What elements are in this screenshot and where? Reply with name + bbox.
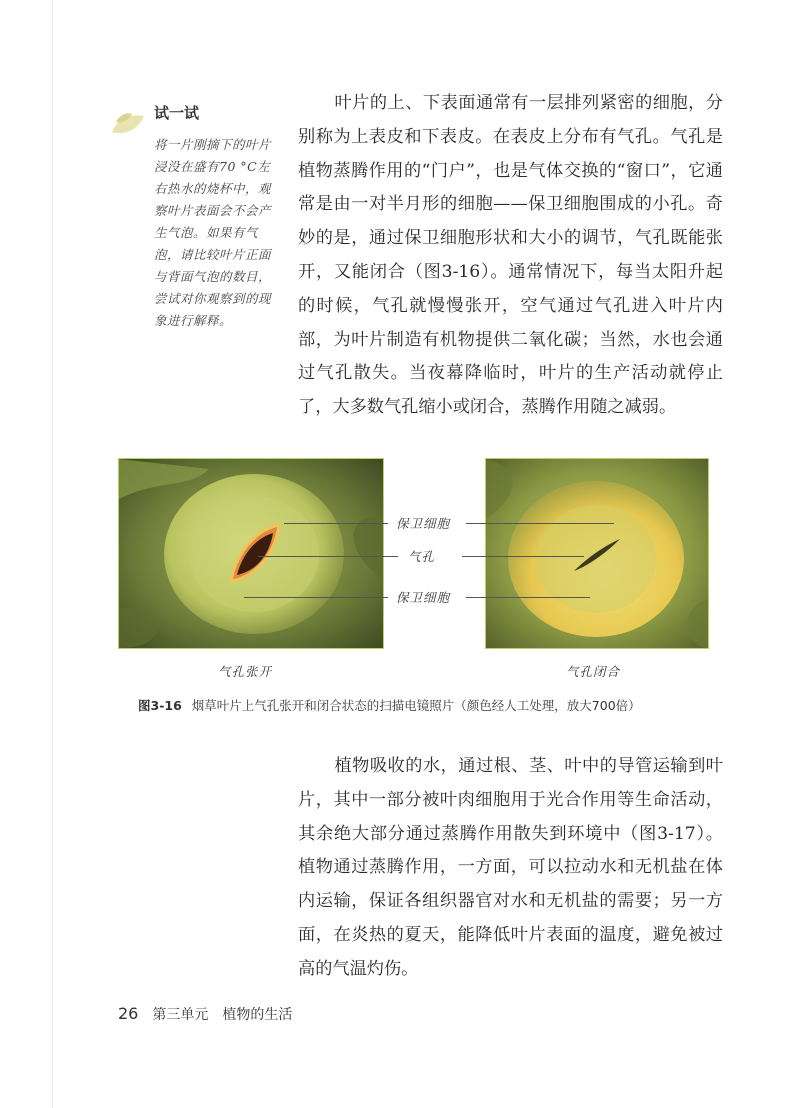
page-gutter <box>52 0 53 1108</box>
label-line-stoma-left <box>258 556 398 557</box>
figure-number: 图3-16 <box>138 698 182 713</box>
stoma-closed-photo <box>485 458 709 649</box>
page-number: 26 <box>118 1004 139 1023</box>
label-stoma: 气孔 <box>404 547 439 565</box>
figure-caption-text: 烟草叶片上气孔张开和闭合状态的扫描电镜照片（颜色经人工处理，放大700倍） <box>191 698 641 713</box>
caption-stoma-closed: 气孔闭合 <box>566 664 621 679</box>
label-line-guard-cell-top-right <box>466 523 614 524</box>
figure-caption <box>138 696 641 714</box>
label-line-guard-cell-bottom-left <box>244 597 388 598</box>
label-line-guard-cell-bottom-right <box>466 597 590 598</box>
page-footer <box>118 1004 292 1024</box>
sidebar-title: 试一试 <box>154 104 200 122</box>
label-guard-cell-bottom: 保卫细胞 <box>392 588 454 606</box>
footer-unit: 第三单元 <box>152 1007 209 1023</box>
label-line-guard-cell-top-left <box>284 523 388 524</box>
caption-stoma-open: 气孔张开 <box>218 664 273 679</box>
stoma-open-photo <box>118 458 384 649</box>
main-paragraph-1 <box>298 87 723 425</box>
paragraph-2-text: 植物吸收的水，通过根、茎、叶中的导管运输到叶片，其中一部分被叶肉细胞用于光合作用等生命活动，其余绝大部分通过蒸腾作用散失到环境中（图3-17）。植物通过蒸腾作用，一方面，可以拉动水和无机盐在体内运输，保证各组织器官对水和无机盐的需要；另一方面，在炎热的夏天，能降低叶片表面的温度，避免被过高的气温灼伤。 <box>298 756 723 979</box>
leaf-icon <box>110 110 146 138</box>
paragraph-1-text: 叶片的上、下表面通常有一层排列紧密的细胞，分别称为上表皮和下表皮。在表皮上分布有气孔。气孔是植物蒸腾作用的“门户”，也是气体交换的“窗口”，它通常是由一对半月形的细胞——保卫细胞围成的小孔。奇妙的是，通过保卫细胞形状和大小的调节，气孔既能张开，又能闭合（图3-16）。通常情况下，每当太阳升起的时候，气孔就慢慢张开，空气通过气孔进入叶片内部，为叶片制造有机物提供二氧化碳；当然，水也会通过气孔散失。当夜幕降临时，叶片的生产活动就停止了，大多数气孔缩小或闭合，蒸腾作用随之减弱。 <box>298 93 723 418</box>
label-line-stoma-right <box>462 556 584 557</box>
sidebar-body: 将一片刚摘下的叶片浸没在盛有70 °C左右热水的烧杯中，观察叶片表面会不会产生气泡。如果有气泡，请比较叶片正面与背面气泡的数目，尝试对你观察到的现象进行解释。 <box>154 137 272 328</box>
main-paragraph-2 <box>298 750 723 987</box>
footer-title: 植物的生活 <box>222 1007 293 1023</box>
label-guard-cell-top: 保卫细胞 <box>392 514 454 532</box>
